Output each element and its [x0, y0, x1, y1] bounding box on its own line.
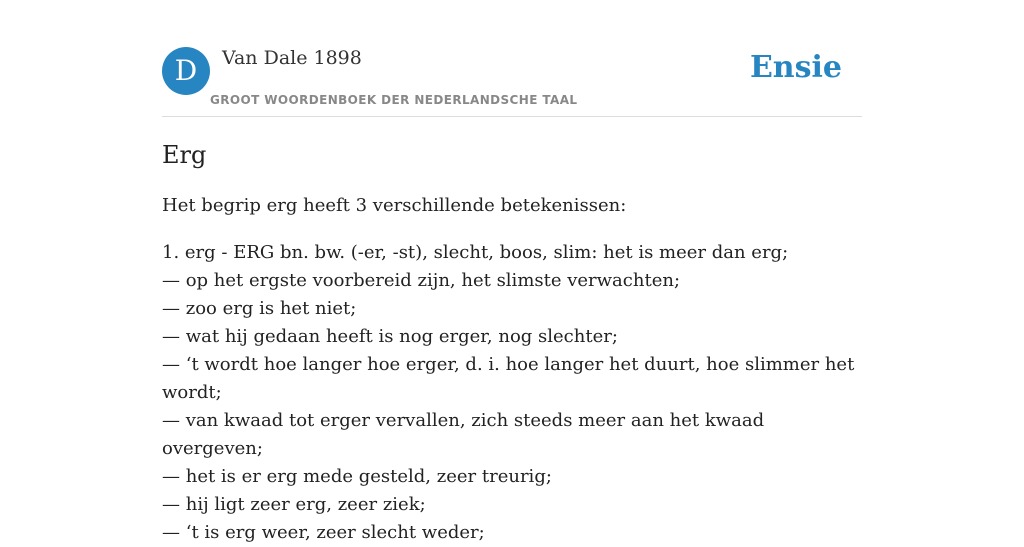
source-logo[interactable]: D — [162, 47, 210, 95]
source-subtitle: GROOT WOORDENBOEK DER NEDERLANDSCHE TAAL — [210, 93, 578, 107]
source-title[interactable]: Van Dale 1898 — [222, 47, 362, 69]
definition-line: 1. erg - ERG bn. bw. (-er, -st), slecht, boos, slim: het is meer dan erg; — [162, 242, 789, 263]
definition-line: — op het ergste voorbereid zijn, het slimste verwachten; — [162, 270, 681, 291]
definition-line: — ‘t wordt hoe langer hoe erger, d. i. hoe langer het duurt, hoe slimmer het — [162, 354, 855, 375]
entry-intro: Het begrip erg heeft 3 verschillende betekenissen: — [162, 195, 627, 216]
definition-line: — zoo erg is het niet; — [162, 298, 357, 319]
definition-text — [162, 239, 862, 547]
definition-line: — het is er erg mede gesteld, zeer treurig; — [162, 466, 552, 487]
header — [162, 0, 862, 117]
brand-logo[interactable]: Ensie — [749, 50, 842, 85]
definition-line: — wat hij gedaan heeft is nog erger, nog slechter; — [162, 326, 618, 347]
definition-line: wordt; — [162, 382, 222, 403]
definition-line: — ‘t is erg weer, zeer slecht weder; — [162, 522, 485, 543]
page-container — [162, 0, 862, 543]
entry-title: Erg — [162, 141, 207, 169]
definition-line: — van kwaad tot erger vervallen, zich steeds meer aan het kwaad overgeven; — [162, 410, 765, 459]
definition-line: — hij ligt zeer erg, zeer ziek; — [162, 494, 426, 515]
